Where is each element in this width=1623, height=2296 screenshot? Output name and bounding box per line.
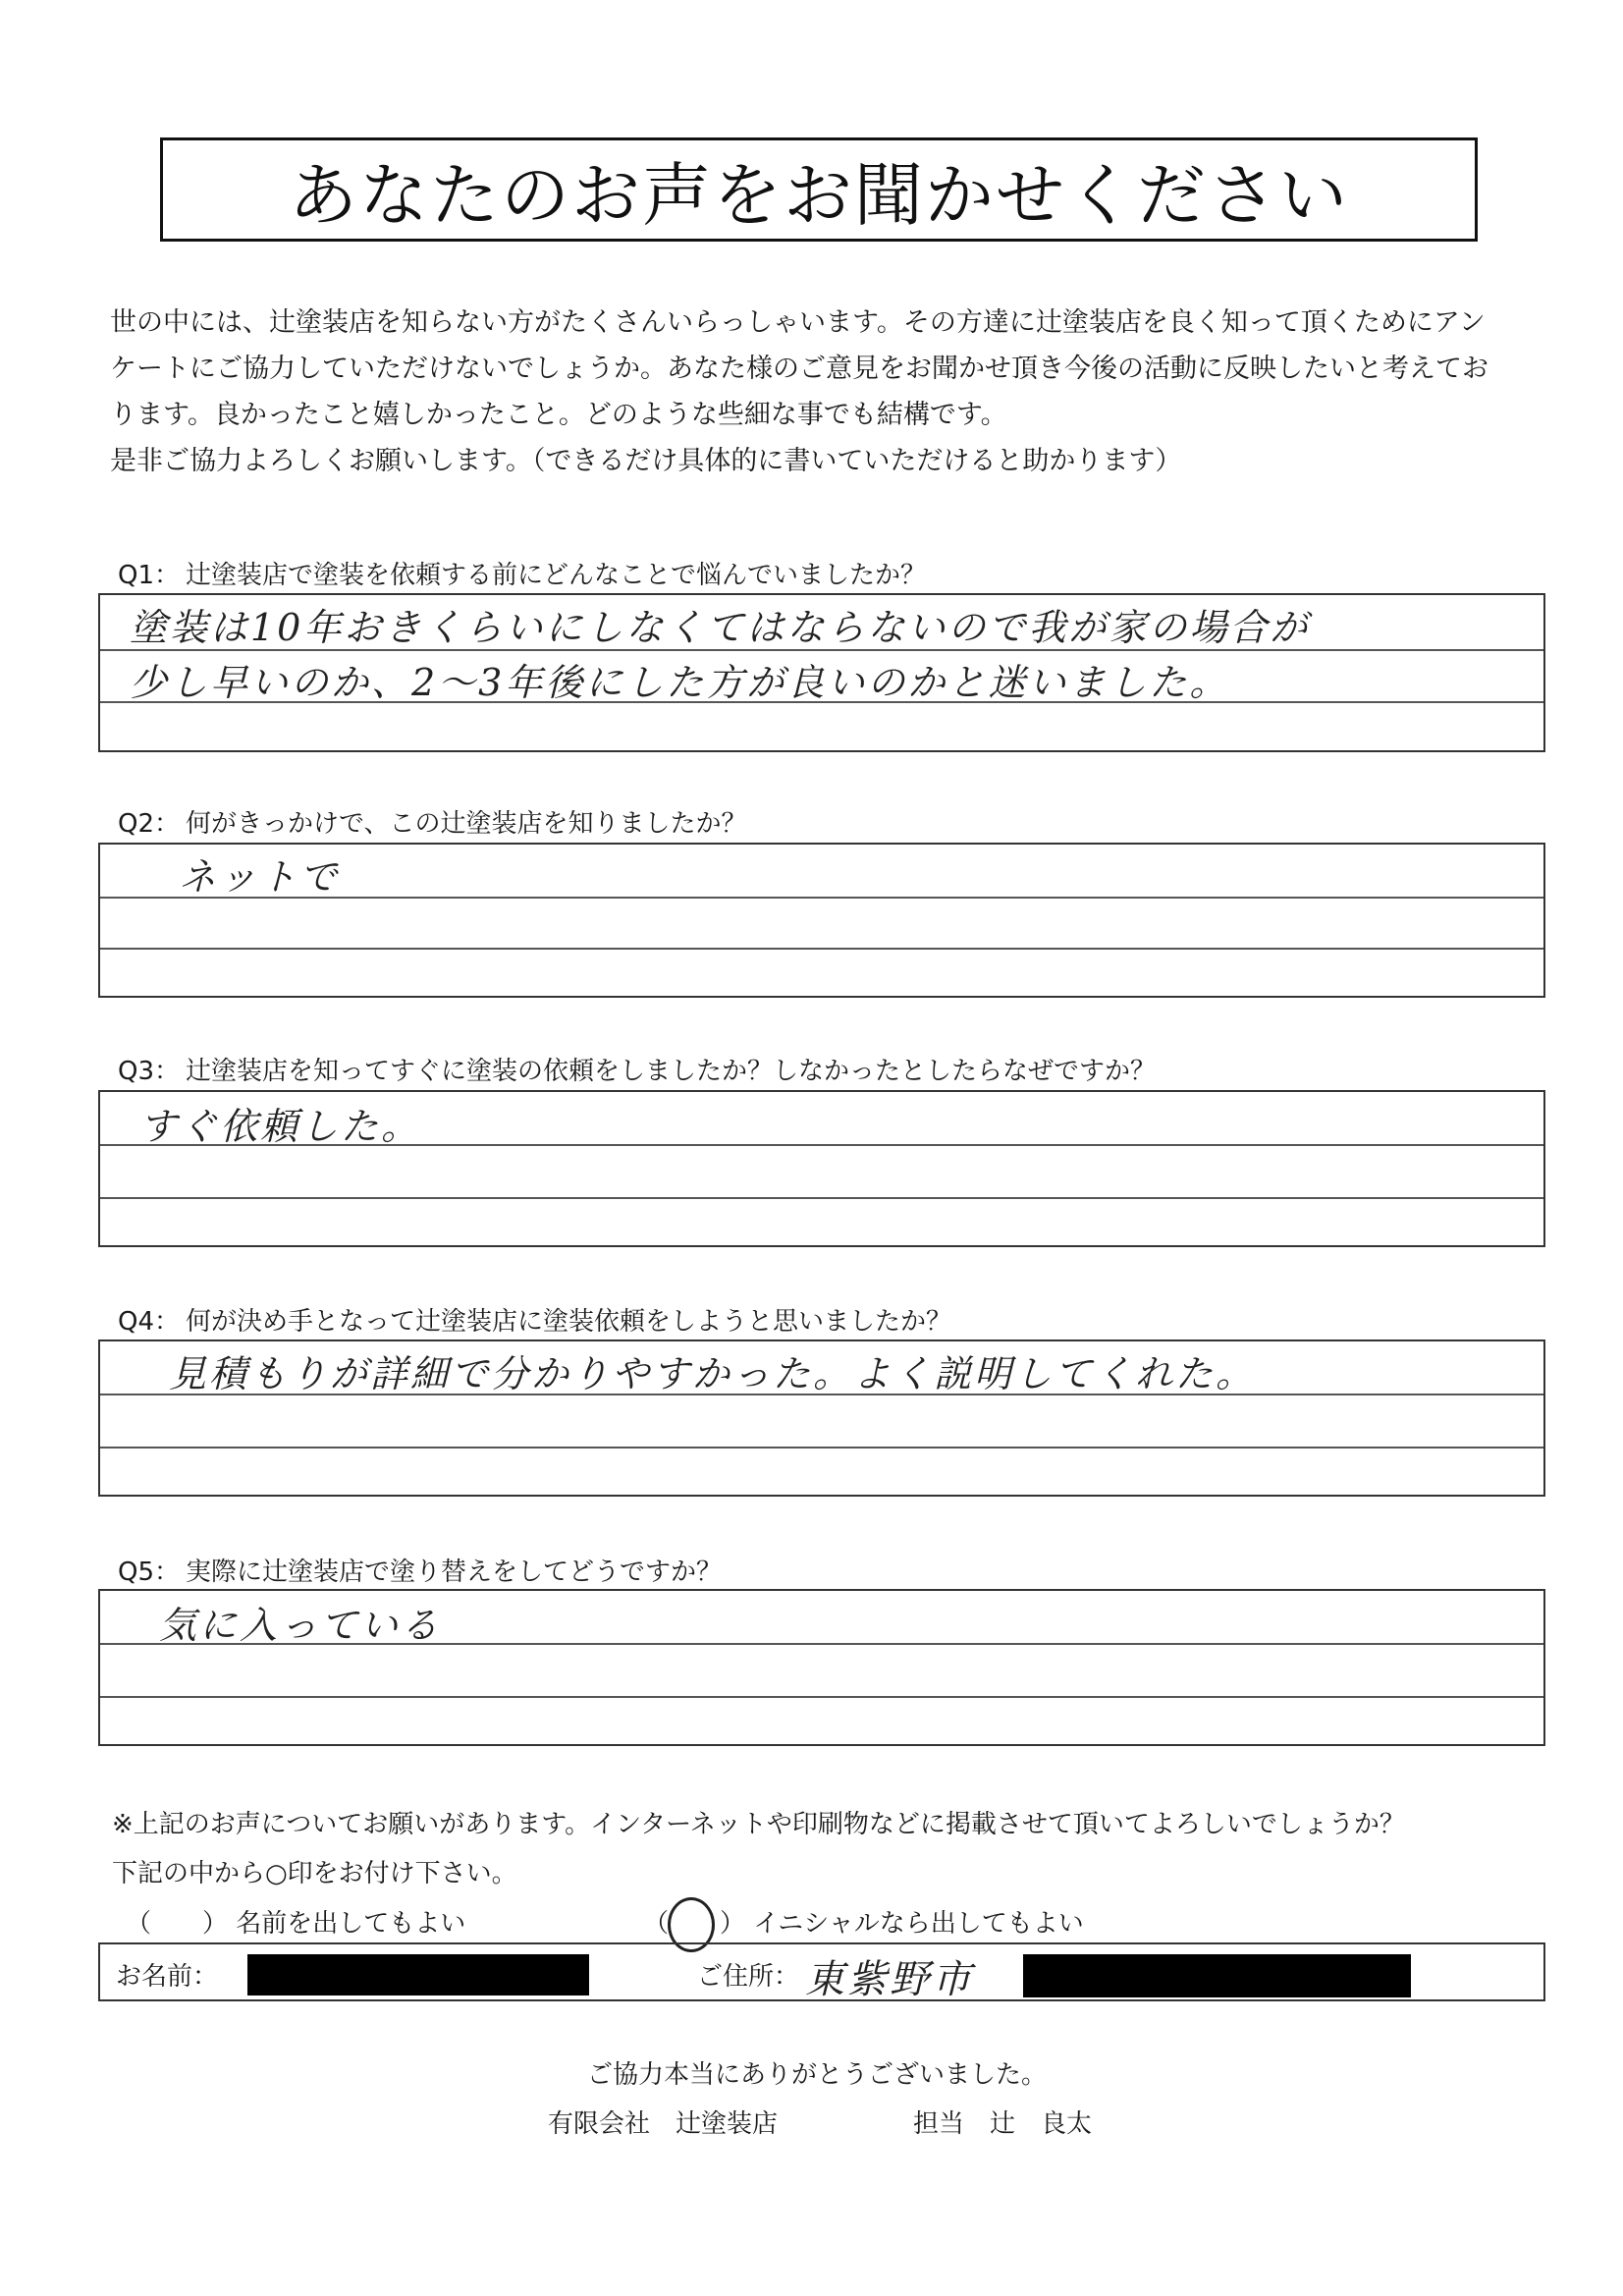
handwritten-answer: すぐ依頼した。: [139, 1105, 422, 1148]
company-name: 有限会社 辻塗装店: [548, 2109, 779, 2139]
handwritten-answer: 少し早いのか、2〜3年後にした方が良いのかと迷いました。: [130, 661, 1230, 704]
question-text: 何が決め手となって辻塗装店に塗装依頼をしようと思いましたか？: [186, 1307, 952, 1337]
answer-box-3[interactable]: [98, 1090, 1545, 1247]
question-label: Q2：: [118, 809, 181, 839]
name-label: お名前：: [116, 1962, 219, 1992]
question-1: [118, 555, 926, 591]
question-5: [118, 1552, 722, 1588]
question-2: [118, 803, 747, 840]
answer-rule: [100, 948, 1543, 950]
answer-rule: [100, 1696, 1543, 1698]
answer-box-4[interactable]: [98, 1339, 1545, 1497]
answer-box-5[interactable]: [98, 1589, 1545, 1746]
intro-line: 世の中には、辻塗装店を知らない方がたくさんいらっしゃいます。その方達に辻塗装店を良く知って頂くためにアン: [110, 307, 1486, 338]
handwritten-answer: 塗装は10年おきくらいにしなくてはならないので我が家の場合が: [130, 606, 1311, 649]
question-4: [118, 1301, 951, 1338]
staff-name: 担当 辻 良太: [913, 2109, 1093, 2139]
thanks-message: ご協力本当にありがとうございました。: [587, 2060, 1048, 2090]
notice-line: 下記の中から○印をお付け下さい。: [112, 1859, 517, 1888]
option-label: 名前を出してもよい: [236, 1909, 466, 1939]
handwritten-address: 東紫野市: [805, 1957, 974, 2002]
option-name-ok[interactable]: [126, 1903, 465, 1940]
answer-rule: [100, 1447, 1543, 1449]
handwritten-answer: ネットで: [179, 855, 341, 899]
intro-line: ケートにご協力していただけないでしょうか。あなた様のご意見をお聞かせ頂き今後の活動に反映したいと考えてお: [110, 354, 1488, 384]
answer-rule: [100, 1197, 1543, 1199]
answer-box-2[interactable]: [98, 843, 1545, 998]
question-label: Q1：: [118, 561, 181, 590]
question-label: Q4：: [118, 1307, 181, 1337]
handwritten-answer: 気に入っている: [159, 1604, 442, 1647]
question-text: 辻塗装店で塗装を依頼する前にどんなことで悩んでいましたか？: [186, 561, 927, 590]
option-label: イニシャルなら出してもよい: [753, 1909, 1084, 1939]
name-address-row: [98, 1942, 1545, 2001]
intro-line: ります。良かったこと嬉しかったこと。どのような些細な事でも結構です。: [110, 400, 1007, 430]
intro-line: 是非ご協力よろしくお願いします。（できるだけ具体的に書いていただけると助かります）: [110, 446, 1182, 476]
answer-box-1[interactable]: [98, 593, 1545, 752]
question-label: Q5：: [118, 1558, 181, 1587]
option-bracket: （ ）: [126, 1909, 229, 1939]
page-title: あなたのお声をお聞かせください: [289, 154, 1349, 236]
title-box: [160, 137, 1478, 242]
question-text: 何がきっかけで、この辻塗装店を知りましたか？: [186, 809, 747, 839]
notice-line: ※上記のお声についてお願いがあります。インターネットや印刷物などに掲載させて頂いてよろしいでしょうか？: [112, 1810, 1405, 1839]
question-text: 辻塗装店を知ってすぐに塗装の依頼をしましたか？しなかったとしたらなぜですか？: [186, 1057, 1157, 1086]
handwritten-answer: 見積もりが詳細で分かりやすかった。よく説明してくれた。: [169, 1352, 1257, 1395]
redacted-name: [247, 1954, 589, 1995]
address-label: ご住所：: [697, 1962, 800, 1992]
question-label: Q3：: [118, 1057, 181, 1086]
intro-paragraph: [110, 300, 1563, 484]
option-bracket: （ ）: [643, 1909, 746, 1939]
redacted-address: [1023, 1954, 1411, 1997]
question-text: 実際に辻塗装店で塗り替えをしてどうですか？: [186, 1558, 723, 1587]
question-3: [118, 1051, 1156, 1087]
